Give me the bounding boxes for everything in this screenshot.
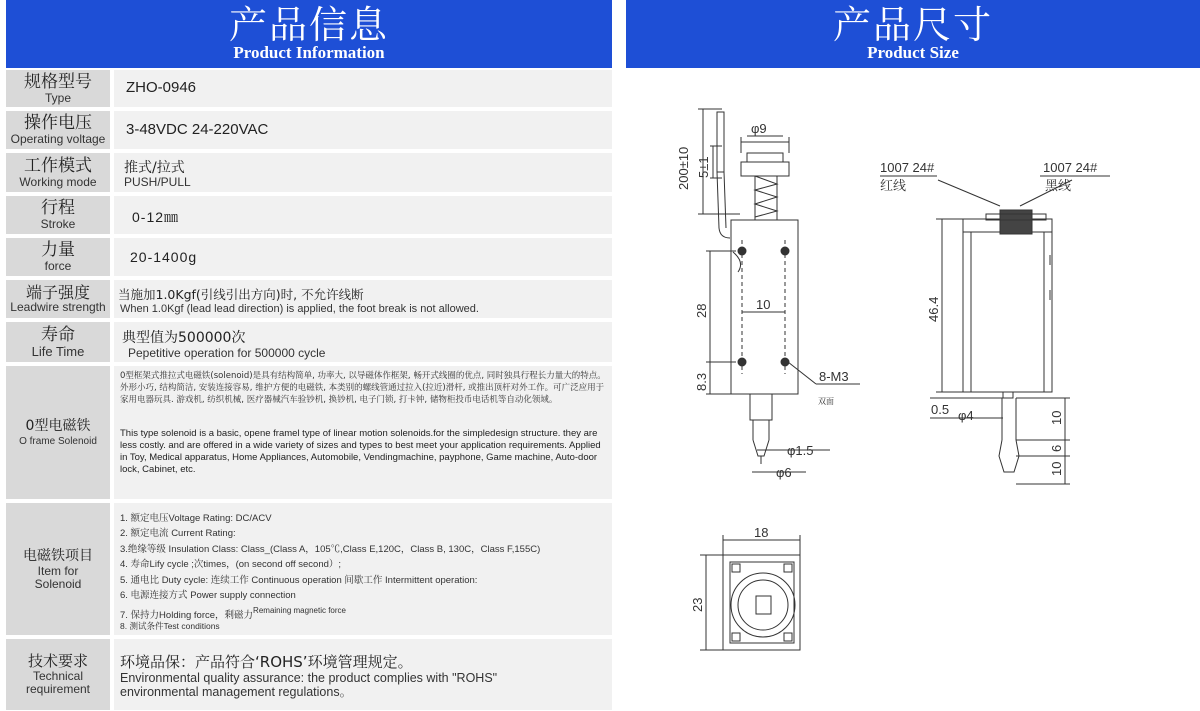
list-item: 4. 寿命Lify cycle ;次times，(on second off second）; [120, 559, 342, 571]
wire-black-spec: 1007 24# [1043, 160, 1098, 175]
dim-diameter-top: φ9 [751, 121, 767, 136]
row-value [114, 70, 612, 107]
dim-width-18: 18 [754, 525, 769, 540]
front-view [880, 176, 1110, 484]
row-value [114, 366, 612, 499]
row-label [6, 280, 110, 318]
dim-height-46-4: 46.4 [926, 296, 941, 322]
label-en: Working mode [19, 174, 97, 189]
tech-value-en: Environmental quality assurance: the product complies with "ROHS" environmental management regulations。 [120, 671, 498, 699]
row-oframe [6, 366, 612, 499]
dim-both-sides: 双面 [818, 397, 834, 406]
voltage-value: 3-48VDC 24-220VAC [126, 121, 269, 138]
dim-diameter-6: φ6 [776, 465, 792, 480]
label-en: O frame Solenoid [19, 435, 97, 447]
label-zh: 端子强度 [25, 283, 90, 302]
row-label [6, 196, 110, 234]
row-mode [6, 153, 612, 192]
row-label [6, 366, 110, 499]
row-label [6, 322, 110, 362]
list-item-superscript: Remaining magnetic force [253, 606, 346, 616]
row-items [6, 503, 612, 635]
label-zh: 工作模式 [24, 155, 92, 176]
banner-title-zh: 产品尺寸 [832, 3, 993, 47]
dim-gap-0-5: 0.5 [931, 402, 950, 417]
list-item: 8. 测试条件Test conditions [120, 620, 220, 631]
row-value [114, 111, 612, 149]
dim-diameter-4: φ4 [958, 408, 974, 423]
list-item: 3.绝缘等级 Insulation Class: Class_(Class A，105℃,Class E,120C，Class B, 130C，Class F,155C) [120, 543, 541, 555]
dim-hole-gap: 10 [756, 297, 771, 312]
oframe-desc-en: This type solenoid is a basic, opene framel type of linear motion solenoids.for the simpledesign structure. they are less costly. and are offered in a wide variety of sizes and types to best meet your application requirements. Applied in Toy, Medical apparatus, Home Appliances, Automobile, Vendingmachine, payphone, Game machine, Auto-door lock, Cabinet, etc. [120, 428, 601, 475]
label-zh: 寿命 [41, 325, 75, 345]
row-tech [6, 639, 612, 710]
mode-value-zh: 推式/拉式 [124, 160, 185, 176]
row-stroke [6, 196, 612, 234]
label-zh: 行程 [41, 198, 75, 218]
label-en: Stroke [40, 217, 76, 231]
row-leadwire [6, 280, 612, 318]
row-label [6, 503, 110, 635]
dim-holes: 8-M3 [819, 369, 849, 384]
label-en: Operating voltage [10, 132, 106, 146]
dimension-labels [676, 121, 1098, 612]
lead-wire [717, 112, 724, 172]
list-item-text: 7. 保持力Holding force，剩磁力 [120, 610, 254, 622]
row-value [114, 196, 612, 234]
row-value [114, 280, 612, 318]
dim-lead-length: 200±10 [676, 146, 691, 190]
row-value [114, 238, 612, 276]
product-size-banner [626, 0, 1200, 68]
list-item: 1. 额定电压Voltage Rating: DC/ACV [120, 513, 272, 524]
dim-height-23: 23 [690, 597, 705, 612]
dim-bottom: 8.3 [694, 372, 709, 391]
row-value [114, 322, 612, 362]
list-item [120, 603, 610, 622]
label-zh: 操作电压 [24, 113, 92, 133]
row-label [6, 238, 110, 276]
row-value [114, 639, 612, 710]
spring [755, 176, 777, 217]
wire-red-label: 红线 [880, 178, 907, 193]
label-en: Item for Solenoid [34, 563, 82, 591]
row-label [6, 70, 110, 107]
side-view [698, 109, 860, 472]
label-zh: 力量 [41, 240, 75, 260]
wire-red-spec: 1007 24# [880, 160, 935, 175]
oframe-desc-zh: 0型框架式推拉式电磁铁(solenoid)是具有结构简单, 功率大, 以导磁体作框架, 畅开式线圈的优点, 同时独具行程长力量大的特点。 外形小巧, 结构简洁, 安装连接容易, 维护方便的电磁铁, 本类别的螺线管通过拉入(拉近)滑杆, 或推出顶杆对外工作。可广泛应用于家用电器玩具. 游戏机, 纺织机械, 医疗器械汽车验钞机, 换钞机, 电子门锁, 打卡钟, 储物柜投币电话机等自动化领域。 [120, 371, 606, 405]
row-value [114, 153, 612, 192]
dim-pitch: 28 [694, 303, 709, 318]
dimension-drawing [626, 70, 1200, 711]
life-value-en: Pepetitive operation for 500000 cycle [128, 346, 326, 360]
top-view [700, 535, 800, 650]
force-value: 20-1400g [130, 249, 198, 265]
banner-title-zh: 产品信息 [228, 3, 389, 47]
label-en: Technical requirement [25, 669, 91, 696]
type-value: ZHO-0946 [126, 79, 197, 96]
row-type [6, 70, 612, 107]
label-en: Type [44, 90, 71, 105]
label-zh: 0型电磁铁 [25, 417, 91, 434]
top-cap [741, 162, 789, 176]
list-item: 2. 额定电流 Current Rating: [120, 528, 236, 540]
leadwire-value-en: When 1.0Kgf (lead lead direction) is applied, the foot break is not allowed. [120, 303, 479, 315]
label-zh: 电磁铁项目 [23, 547, 93, 564]
list-item: 6. 电源连接方式 Power supply connection [120, 589, 296, 601]
dim-10-upper: 10 [1049, 410, 1064, 425]
row-voltage [6, 111, 612, 149]
row-label [6, 111, 110, 149]
leadwire-value-zh: 当施加1.0Kgf(引线引出方向)时, 不允许线断 [118, 287, 364, 302]
row-life [6, 322, 612, 362]
row-label [6, 153, 110, 192]
dim-lead-strip: 5±1 [696, 156, 711, 178]
label-en: force [44, 259, 72, 273]
row-value [114, 503, 612, 635]
product-information-banner [6, 0, 612, 68]
spec-table [6, 70, 612, 710]
banner-title-en: Product Information [233, 43, 385, 62]
row-label [6, 639, 110, 710]
label-zh: 技术要求 [27, 652, 88, 670]
banner-title-en: Product Size [867, 43, 959, 62]
life-value-zh: 典型值为500000次 [122, 330, 246, 346]
wire-black-label: 黑线 [1045, 178, 1072, 193]
dim-diameter-1-5: φ1.5 [787, 443, 814, 458]
dim-10-lower: 10 [1049, 461, 1064, 476]
dim-6: 6 [1049, 444, 1064, 452]
frame-body-front [963, 219, 1052, 392]
stroke-value: 0-12㎜ [132, 209, 180, 225]
tech-value-zh: 环境品保：产品符合‘ROHS’环境管理规定。 [120, 653, 413, 671]
label-zh: 规格型号 [24, 71, 92, 92]
list-item: 5. 通电比 Duty cycle: 连续工作 Continuous operation 间歇工作 Intermittent operation: [120, 574, 478, 586]
solenoid-item-list [120, 511, 610, 634]
row-force [6, 238, 612, 276]
label-en: Life Time [31, 344, 85, 359]
frame-top [723, 555, 800, 650]
label-en: Leadwire strength [10, 300, 106, 314]
mode-value-en: PUSH/PULL [124, 175, 191, 189]
